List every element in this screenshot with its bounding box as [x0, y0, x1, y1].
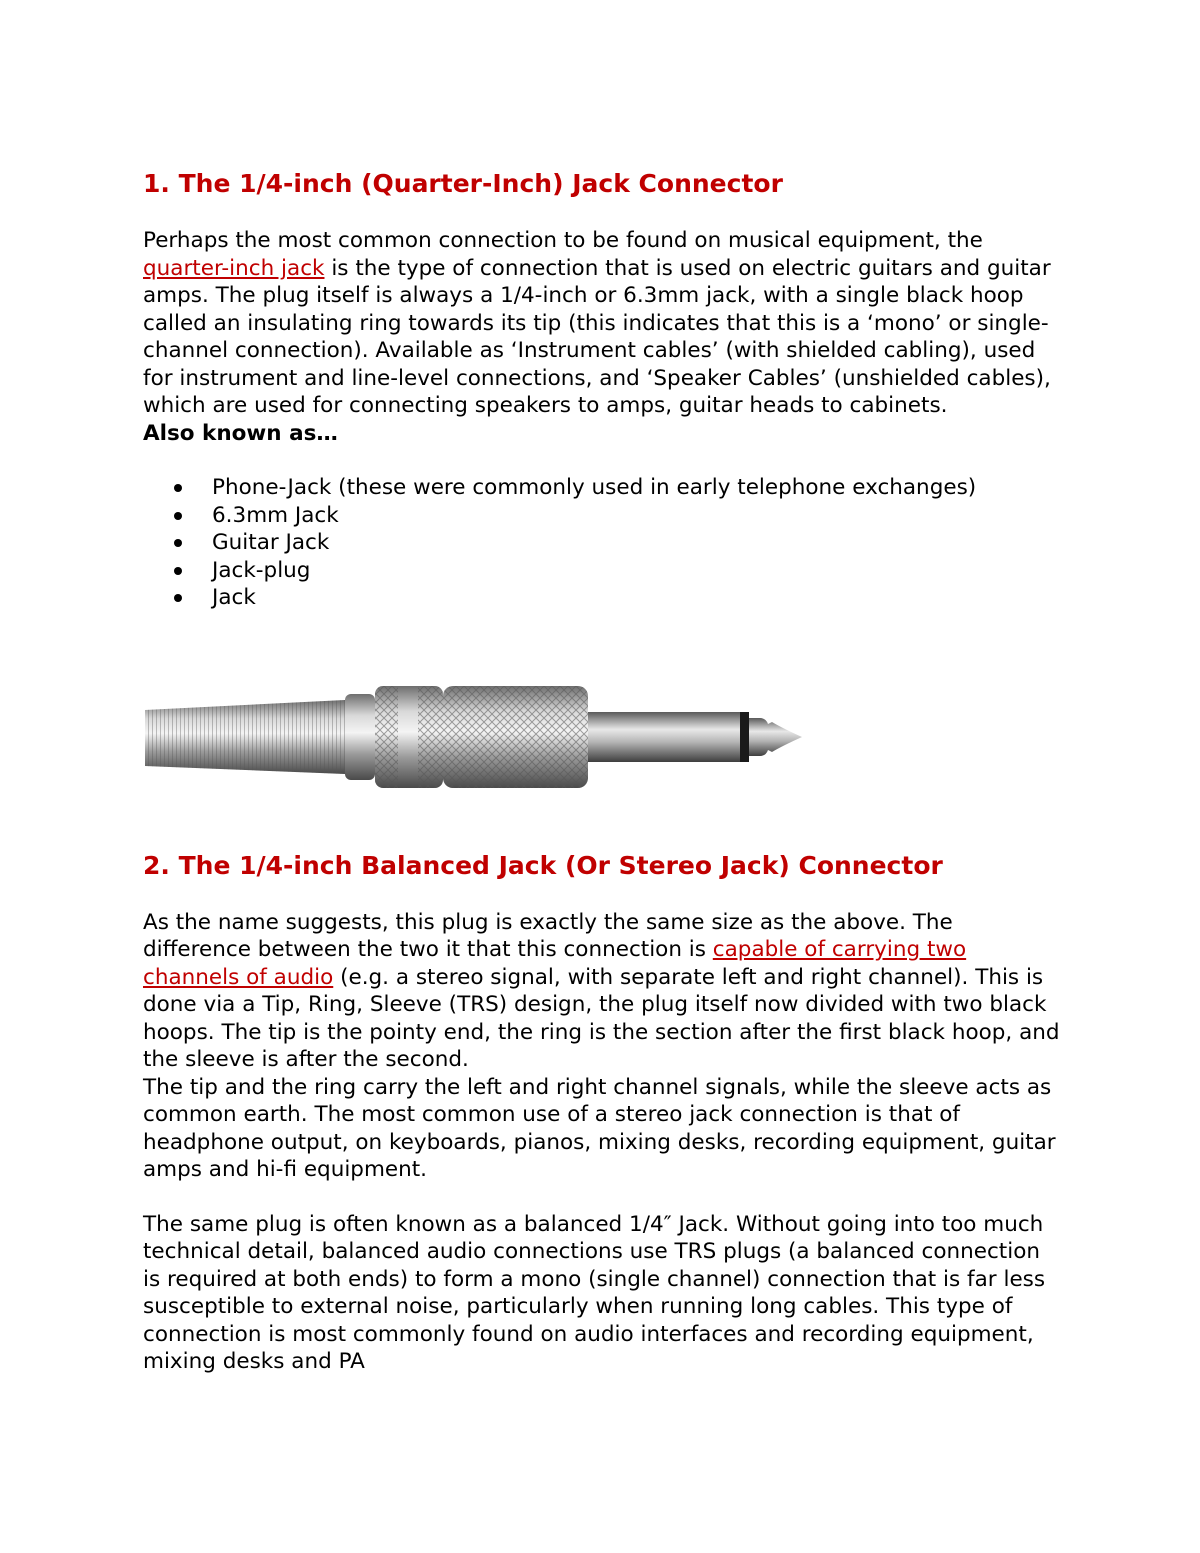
- collar-section: [345, 686, 443, 788]
- bullet-icon: [174, 567, 182, 575]
- section-1-text-before-link: Perhaps the most common connection to be found on musical equipment, the: [143, 228, 983, 253]
- alias-list: [143, 474, 1063, 612]
- jack-plug-figure: [143, 612, 1063, 850]
- document-content: [143, 168, 1063, 1376]
- bullet-icon: [174, 512, 182, 520]
- alias-text: Jack: [212, 585, 256, 610]
- alias-list-item: [143, 529, 1063, 557]
- section-1-paragraph: [143, 227, 1063, 420]
- section-2-paragraph-3: The same plug is often known as a balanced 1/4″ Jack. Without going into too much technical detail, balanced audio connections use TRS plugs (a balanced connection is required at both ends) to form a mono (single channel) connection that is far less susceptible to external noise, particularly when running long cables. This type of connection is most commonly found on audio interfaces and recording equipment, mixing desks and PA: [143, 1211, 1046, 1374]
- section-2-heading: 2. The 1/4-inch Balanced Jack (Or Stereo Jack) Connector: [143, 850, 943, 880]
- alias-list-item: [143, 474, 1063, 502]
- quarter-inch-jack-link[interactable]: quarter-inch jack: [143, 255, 325, 281]
- section-2-paragraph-1: [143, 909, 1063, 1074]
- plug-tip: [749, 718, 802, 756]
- alias-list-item: [143, 557, 1063, 585]
- paragraph-spacer: [143, 1184, 1063, 1211]
- also-known-as-label: Also known as…: [143, 420, 338, 446]
- section-2-text-after-link: (e.g. a stereo signal, with separate left and right channel). This is done via a Tip, Ring, Sleeve (TRS) design, the plug itself now divided with two black hoops. The tip is the pointy end, the ring is the section after the first black hoop, and the sleeve is after the second.: [143, 964, 1060, 1072]
- insulating-ring: [740, 712, 749, 762]
- alias-text: 6.3mm Jack: [212, 502, 339, 528]
- bullet-icon: [174, 484, 182, 492]
- bullet-icon: [174, 539, 182, 547]
- alias-list-item: [143, 584, 1063, 612]
- knurled-handle: [443, 686, 588, 788]
- bullet-icon: [174, 594, 182, 602]
- mono-jack-plug-image: [140, 682, 805, 797]
- section-1-heading: 1. The 1/4-inch (Quarter-Inch) Jack Connector: [143, 169, 783, 198]
- alias-list-item: [143, 502, 1063, 530]
- shaft-section: [588, 712, 802, 762]
- two-channels-link[interactable]: capable of carrying two channels of audio: [143, 937, 967, 990]
- alias-text: Guitar Jack: [212, 530, 330, 555]
- alias-text: Jack-plug: [212, 557, 311, 583]
- section-2-text-before-link: As the name suggests, this plug is exactly the same size as the above. The difference between the two it that this connection is: [143, 909, 953, 962]
- section-1-text-after-link: is the type of connection that is used on electric guitars and guitar amps. The plug itself is always a 1/4-inch or 6.3mm jack, with a single black hoop called an insulating ring towards its tip (this indicates that this is a ‘mono’ or single-channel connection). Available as ‘Instrument cables’ (with shielded cabling), used for instrument and line-level connections, and ‘Speaker Cables’ (unshielded cables), which are used for connecting speakers to amps, guitar heads to cabinets.: [143, 255, 1051, 418]
- section-2-paragraph-2: The tip and the ring carry the left and right channel signals, while the sleeve acts as common earth. The most common use of a stereo jack connection is that of headphone output, on keyboards, pianos, mixing desks, recording equipment, guitar amps and hi-fi equipment.: [143, 1074, 1056, 1182]
- spring-section: [145, 700, 345, 774]
- alias-text: Phone-Jack (these were commonly used in early telephone exchanges): [212, 475, 977, 500]
